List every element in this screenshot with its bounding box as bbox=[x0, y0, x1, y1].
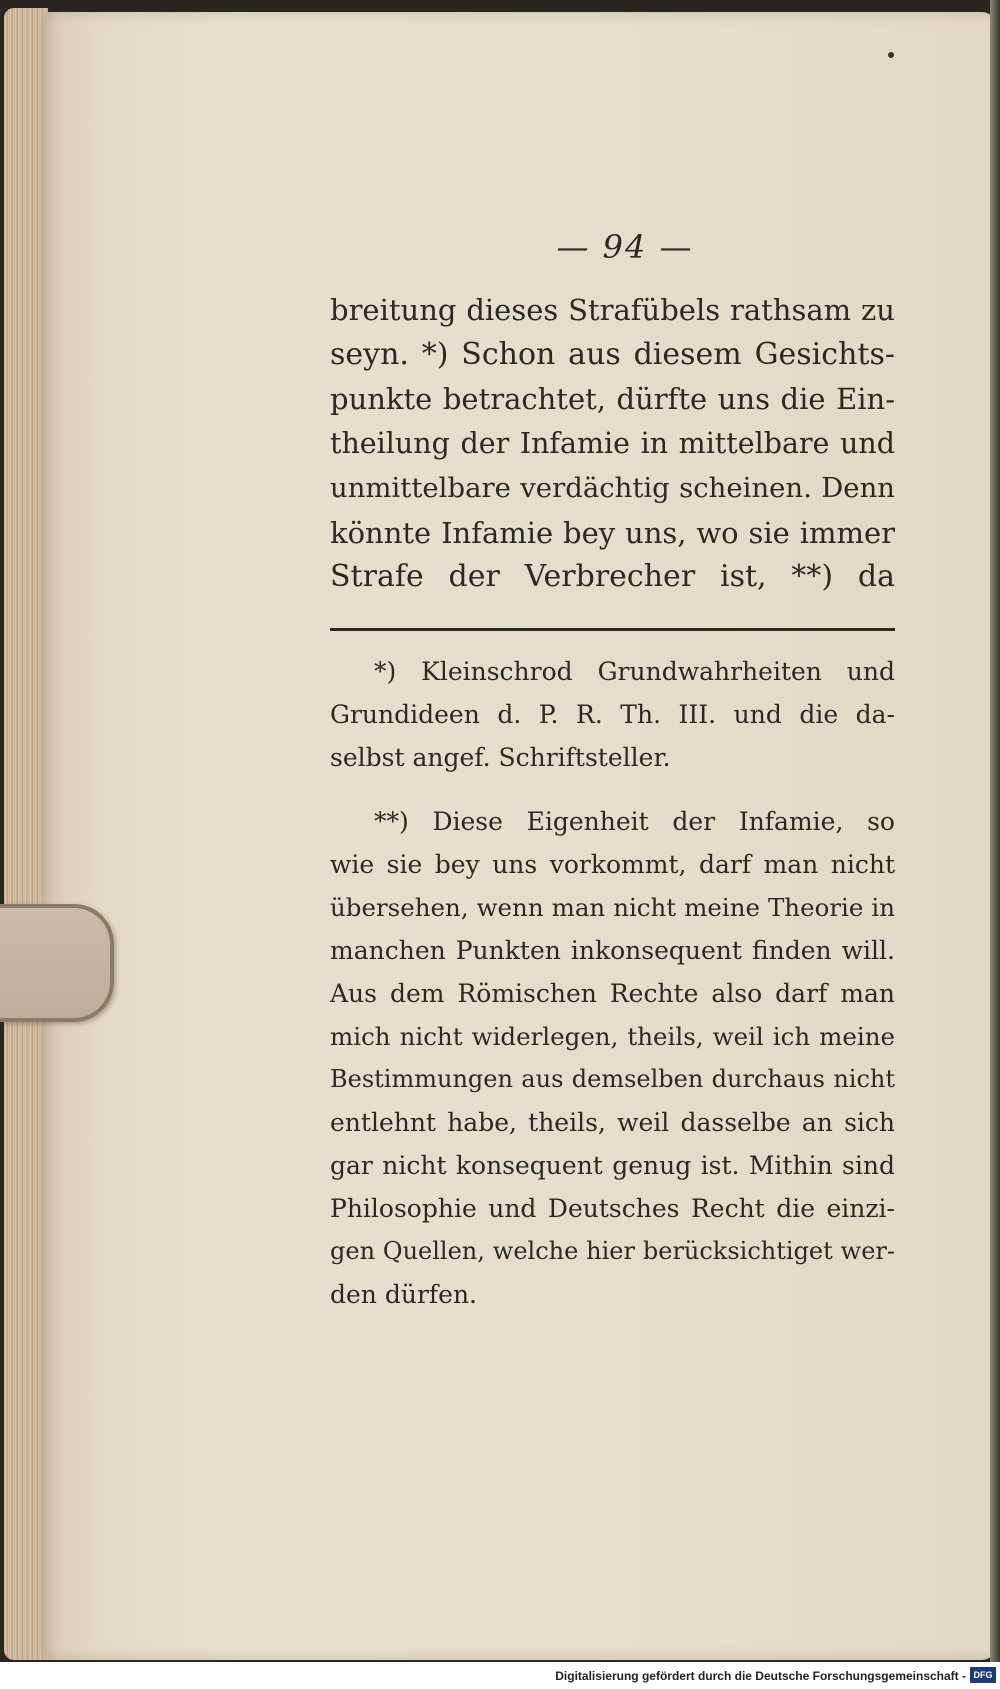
footnote-line: mich nicht widerlegen, theils, weil ich meine bbox=[330, 1022, 895, 1051]
page-stack-edges bbox=[4, 8, 48, 1660]
right-page-edge bbox=[990, 0, 1000, 1662]
footnote-line: manchen Punkten inkonsequent finden will. bbox=[330, 936, 895, 965]
main-text-line: seyn. *) Schon aus diesem Gesichts- bbox=[330, 336, 895, 372]
footnote-line: *) Kleinschrod Grundwahrheiten und bbox=[374, 657, 895, 686]
main-text-line: breitung dieses Strafübels rathsam zu bbox=[330, 293, 895, 327]
footnote-line: Philosophie und Deutsches Recht die einzi- bbox=[330, 1194, 895, 1223]
footnote-line: gar nicht konsequent genug ist. Mithin sind bbox=[330, 1151, 895, 1180]
footnote-line: Bestimmungen aus demselben durchaus nicht bbox=[330, 1065, 895, 1093]
footnote-line: Grundideen d. P. R. Th. III. und die da- bbox=[330, 700, 895, 729]
dfg-logo: DFG bbox=[970, 1667, 996, 1683]
main-text-line: Strafe der Verbrecher ist, **) da bbox=[330, 559, 895, 594]
footnote-line: entlehnt habe, theils, weil dasselbe an sich bbox=[330, 1108, 895, 1137]
footnote-line: den dürfen. bbox=[330, 1280, 477, 1309]
footnote-1 bbox=[330, 650, 895, 779]
ink-spot bbox=[888, 52, 894, 58]
bookmark-clasp bbox=[0, 904, 114, 1022]
main-text-line: könnte Infamie bey uns, wo sie immer bbox=[330, 515, 895, 550]
main-text-line: unmittelbare verdächtig scheinen. Denn bbox=[330, 472, 895, 504]
page-number: — 94 — bbox=[556, 228, 694, 266]
footnote-line: wie sie bey uns vorkommt, darf man nicht bbox=[330, 850, 895, 879]
funding-credit: Digitalisierung gefördert durch die Deutsche Forschungsgemeinschaft - bbox=[555, 1669, 966, 1683]
footnote-2 bbox=[330, 800, 895, 1316]
footnote-line: **) Diese Eigenheit der Infamie, so bbox=[374, 807, 895, 836]
footnote-line: übersehen, wenn man nicht meine Theorie in bbox=[330, 893, 895, 922]
main-text-body bbox=[330, 288, 895, 600]
main-text-line: punkte betrachtet, dürfte uns die Ein- bbox=[330, 382, 895, 416]
footnote-line: selbst angef. Schriftsteller. bbox=[330, 743, 671, 772]
main-text-line: theilung der Infamie in mittelbare und bbox=[330, 426, 895, 460]
footnote-line: Aus dem Römischen Rechte also darf man bbox=[330, 979, 895, 1008]
footnote-line: gen Quellen, welche hier berücksichtiget wer- bbox=[330, 1237, 895, 1265]
footnote-separator-rule bbox=[330, 628, 895, 631]
